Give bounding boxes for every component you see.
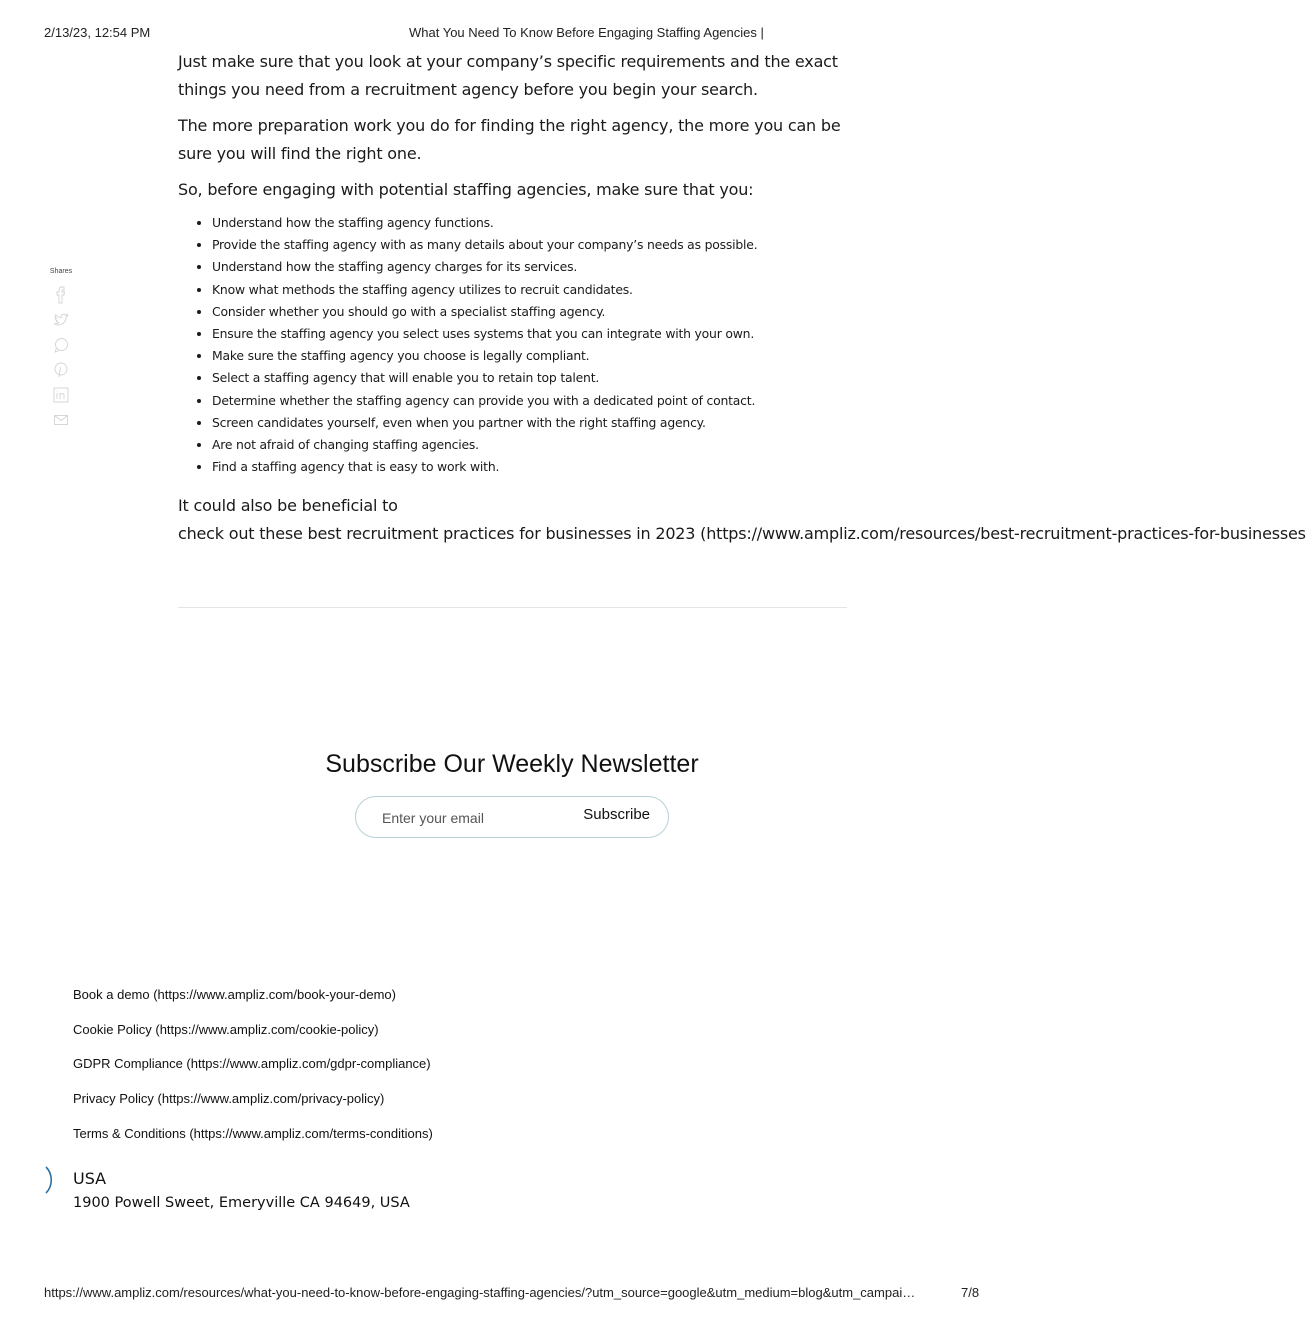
linkedin-icon[interactable] [53,387,69,403]
checklist [178,212,978,478]
footer-link-terms[interactable]: Terms & Conditions (https://www.ampliz.com/terms-conditions) [73,1125,433,1141]
checklist-item: • Find a staffing agency that is easy to work with. [212,456,978,478]
newsletter-form [355,796,669,838]
print-datetime: 2/13/23, 12:54 PM [44,25,151,40]
article-paragraph: So, before engaging with potential staffing agencies, make sure that you: [178,180,754,199]
checklist-item: • Consider whether you should go with a specialist staffing agency. [212,301,978,323]
checklist-item: • Determine whether the staffing agency can provide you with a dedicated point of contact. [212,390,978,412]
footer-link-cookie-policy[interactable]: Cookie Policy (https://www.ampliz.com/cookie-policy) [73,1021,379,1037]
print-url: https://www.ampliz.com/resources/what-you-need-to-know-before-engaging-staffing-agencies/?utm_source=google&utm_medium=blog&utm_campai… [44,1285,916,1300]
whatsapp-icon[interactable] [53,337,69,353]
pinterest-icon[interactable] [53,362,69,378]
location-accent-icon [44,1166,54,1194]
checklist-item: • Select a staffing agency that will enable you to retain top talent. [212,367,978,389]
email-icon[interactable] [53,412,69,428]
closing-intro: It could also be beneficial to [178,496,398,516]
section-divider [178,607,847,608]
location-address: 1900 Powell Sweet, Emeryville CA 94649, USA [73,1195,410,1211]
newsletter-email-input[interactable] [380,807,564,829]
share-rail [46,268,76,437]
checklist-item: • Provide the staffing agency with as many details about your company’s needs as possible. [212,234,978,256]
print-page-title: What You Need To Know Before Engaging Staffing Agencies | [409,25,764,40]
footer-link-gdpr[interactable]: GDPR Compliance (https://www.ampliz.com/gdpr-compliance) [73,1056,431,1072]
checklist-item: • Screen candidates yourself, even when you partner with the right staffing agency. [212,412,978,434]
twitter-icon[interactable] [53,312,69,328]
article-body [178,48,1306,556]
article-paragraph: Just make sure that you look at your company’s specific requirements and the exact things you need from a recruitment agency before you begin your search. [178,52,838,99]
facebook-icon[interactable] [53,287,69,303]
checklist-item: • Understand how the staffing agency charges for its services. [212,256,978,278]
checklist-item: • Are not afraid of changing staffing agencies. [212,434,978,456]
share-count-label: Shares [49,268,73,275]
subscribe-button[interactable]: Subscribe [583,806,650,823]
checklist-item: • Understand how the staffing agency functions. [212,212,978,234]
footer-links [73,986,433,1159]
footer-link-privacy[interactable]: Privacy Policy (https://www.ampliz.com/privacy-policy) [73,1091,385,1107]
article-paragraph: The more preparation work you do for finding the right agency, the more you can be sure you will find the right one. [178,116,841,163]
print-page-number: 7/8 [961,1285,980,1300]
recruitment-practices-link[interactable]: check out these best recruitment practices for businesses in 2023 (https://www.ampliz.com/resources/best-recruitment-practices-for-businesses [178,524,1306,544]
checklist-item: • Know what methods the staffing agency utilizes to recruit candidates. [212,279,978,301]
footer-link-book-demo[interactable]: Book a demo (https://www.ampliz.com/book-your-demo) [73,987,396,1002]
checklist-item: • Ensure the staffing agency you select uses systems that you can integrate with your own. [212,323,978,345]
newsletter-title: Subscribe Our Weekly Newsletter [325,750,699,778]
location-country: USA [73,1169,107,1188]
checklist-item: • Make sure the staffing agency you choose is legally compliant. [212,345,978,367]
